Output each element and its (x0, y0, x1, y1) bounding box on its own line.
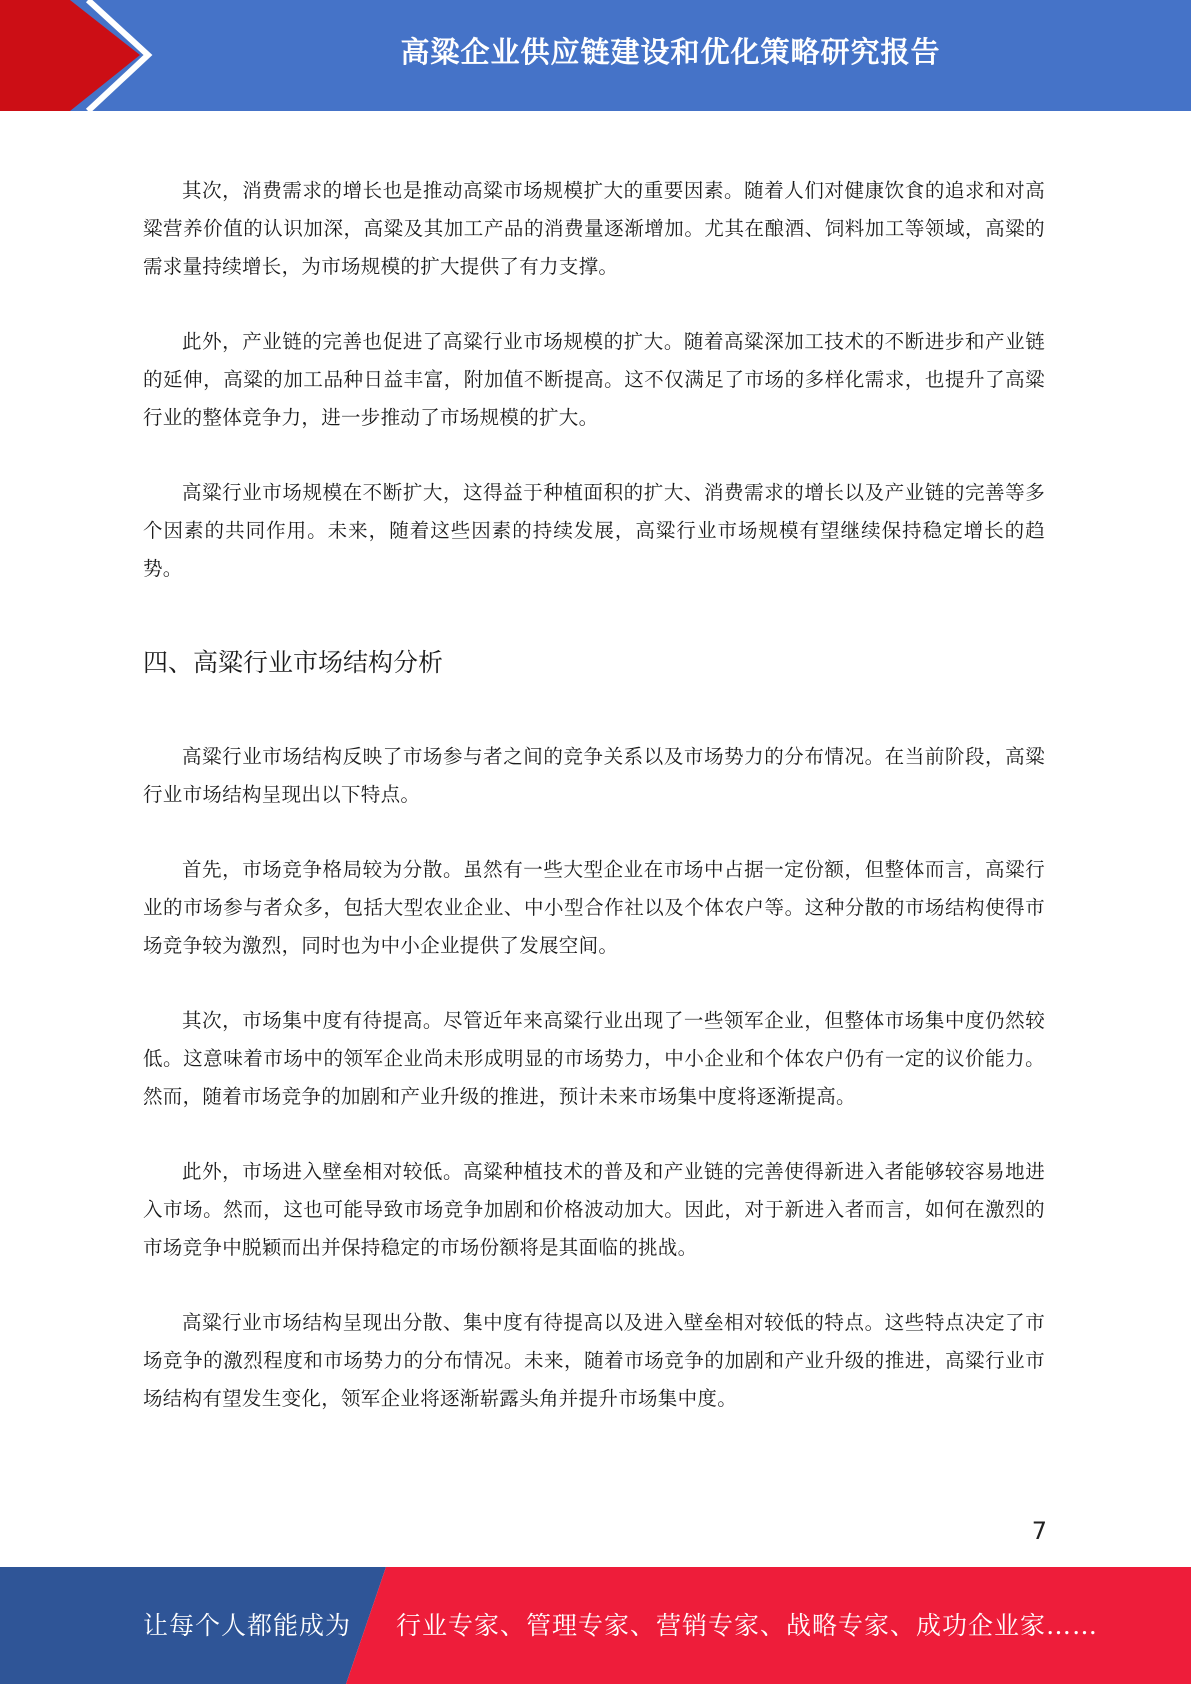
paragraph: 高粱行业市场结构呈现出分散、集中度有待提高以及进入壁垒相对较低的特点。这些特点决定了市场竞争的激烈程度和市场势力的分布情况。未来，随着市场竞争的加剧和产业升级的推进，高粱行业市场结构有望发生变化，领军企业将逐渐崭露头角并提升市场集中度。 (143, 1311, 1045, 1410)
paragraph: 其次，市场集中度有待提高。尽管近年来高粱行业出现了一些领军企业，但整体市场集中度仍然较低。这意味着市场中的领军企业尚未形成明显的市场势力，中小企业和个体农户仍有一定的议价能力。然而，随着市场竞争的加剧和产业升级的推进，预计未来市场集中度将逐渐提高。 (143, 1009, 1045, 1108)
header-bar (0, 0, 1191, 111)
page-number: 7 (1031, 1517, 1047, 1545)
header-arrow-icon (0, 0, 160, 111)
paragraph: 此外，市场进入壁垒相对较低。高粱种植技术的普及和产业链的完善使得新进入者能够较容易地进入市场。然而，这也可能导致市场竞争加剧和价格波动加大。因此，对于新进入者而言，如何在激烈的市场竞争中脱颖而出并保持稳定的市场份额将是其面临的挑战。 (143, 1160, 1045, 1259)
paragraph: 高粱行业市场规模在不断扩大，这得益于种植面积的扩大、消费需求的增长以及产业链的完善等多个因素的共同作用。未来，随着这些因素的持续发展，高粱行业市场规模有望继续保持稳定增长的趋势。 (143, 481, 1045, 580)
header-arrow-red (0, 0, 140, 111)
footer-bar (0, 1567, 1191, 1684)
footer-slogan-right: 行业专家、管理专家、营销专家、战略专家、成功企业家…… (396, 1611, 1099, 1640)
paragraph: 高粱行业市场结构反映了市场参与者之间的竞争关系以及市场势力的分布情况。在当前阶段，高粱行业市场结构呈现出以下特点。 (143, 745, 1045, 806)
paragraph: 此外，产业链的完善也促进了高粱行业市场规模的扩大。随着高粱深加工技术的不断进步和产业链的延伸，高粱的加工品种日益丰富，附加值不断提高。这不仅满足了市场的多样化需求，也提升了高粱行业的整体竞争力，进一步推动了市场规模的扩大。 (143, 330, 1045, 429)
paragraph: 其次，消费需求的增长也是推动高粱市场规模扩大的重要因素。随着人们对健康饮食的追求和对高粱营养价值的认识加深，高粱及其加工产品的消费量逐渐增加。尤其在酿酒、饲料加工等领域，高粱的需求量持续增长，为市场规模的扩大提供了有力支撑。 (143, 179, 1045, 278)
page-content (143, 172, 1045, 1455)
report-title: 高粱企业供应链建设和优化策略研究报告 (400, 35, 941, 69)
paragraph: 首先，市场竞争格局较为分散。虽然有一些大型企业在市场中占据一定份额，但整体而言，高粱行业的市场参与者众多，包括大型农业企业、中小型合作社以及个体农户等。这种分散的市场结构使得市场竞争较为激烈，同时也为中小企业提供了发展空间。 (143, 858, 1045, 957)
footer-slogan-left: 让每个人都能成为 (143, 1611, 352, 1640)
section-heading: 四、高粱行业市场结构分析 (143, 648, 444, 677)
